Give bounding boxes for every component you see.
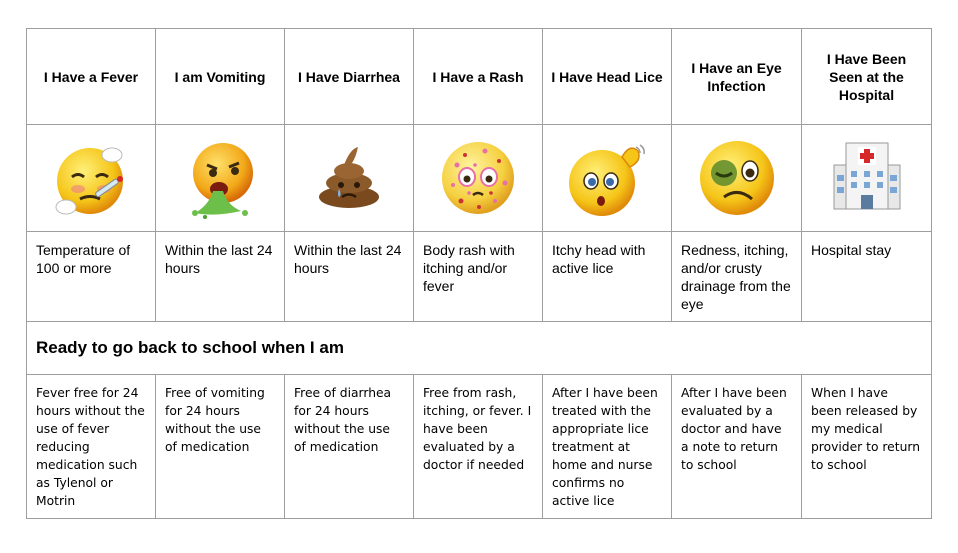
header-vomiting: I am Vomiting — [156, 29, 285, 125]
symptom-hospital: Hospital stay — [802, 232, 932, 322]
ready-row — [27, 322, 932, 375]
black-eye-emoji-icon — [694, 135, 780, 221]
vomiting-emoji-icon — [177, 135, 263, 221]
icon-cell-hospital — [802, 125, 932, 232]
return-criteria-row — [27, 375, 932, 519]
symptom-eye-infection: Redness, itching, and/or crusty drainage from the eye — [672, 232, 802, 322]
header-rash: I Have a Rash — [414, 29, 543, 125]
symptom-rash: Body rash with itching and/or fever — [414, 232, 543, 322]
illness-return-table — [26, 28, 932, 519]
sick-fever-emoji-icon — [48, 135, 134, 221]
return-hospital: When I have been released by my medical provider to return to school — [802, 375, 932, 519]
icon-cell-fever — [27, 125, 156, 232]
return-rash: Free from rash, itching, or fever. I have been evaluated by a doctor if needed — [414, 375, 543, 519]
symptom-fever: Temperature of 100 or more — [27, 232, 156, 322]
symptom-diarrhea: Within the last 24 hours — [285, 232, 414, 322]
symptom-vomiting: Within the last 24 hours — [156, 232, 285, 322]
icon-cell-head-lice — [543, 125, 672, 232]
header-row — [27, 29, 932, 125]
icon-cell-eye-infection — [672, 125, 802, 232]
icon-cell-vomiting — [156, 125, 285, 232]
head-scratching-emoji-icon — [564, 135, 650, 221]
header-eye-infection: I Have an Eye Infection — [672, 29, 802, 125]
icon-cell-diarrhea — [285, 125, 414, 232]
symptoms-row — [27, 232, 932, 322]
header-diarrhea: I Have Diarrhea — [285, 29, 414, 125]
icon-cell-rash — [414, 125, 543, 232]
header-fever: I Have a Fever — [27, 29, 156, 125]
rash-spotted-emoji-icon — [435, 135, 521, 221]
header-head-lice: I Have Head Lice — [543, 29, 672, 125]
return-diarrhea: Free of diarrhea for 24 hours without the use of medication — [285, 375, 414, 519]
return-eye-infection: After I have been evaluated by a doctor and have a note to return to school — [672, 375, 802, 519]
icon-row — [27, 125, 932, 232]
return-fever: Fever free for 24 hours without the use of fever reducing medication such as Tylenol or Motrin — [27, 375, 156, 519]
ready-heading: Ready to go back to school when I am — [27, 322, 932, 375]
hospital-building-icon — [824, 135, 910, 221]
crying-poop-emoji-icon — [306, 135, 392, 221]
symptom-head-lice: Itchy head with active lice — [543, 232, 672, 322]
return-head-lice: After I have been treated with the appropriate lice treatment at home and nurse confirms no active lice — [543, 375, 672, 519]
header-hospital: I Have Been Seen at the Hospital — [802, 29, 932, 125]
return-vomiting: Free of vomiting for 24 hours without the use of medication — [156, 375, 285, 519]
